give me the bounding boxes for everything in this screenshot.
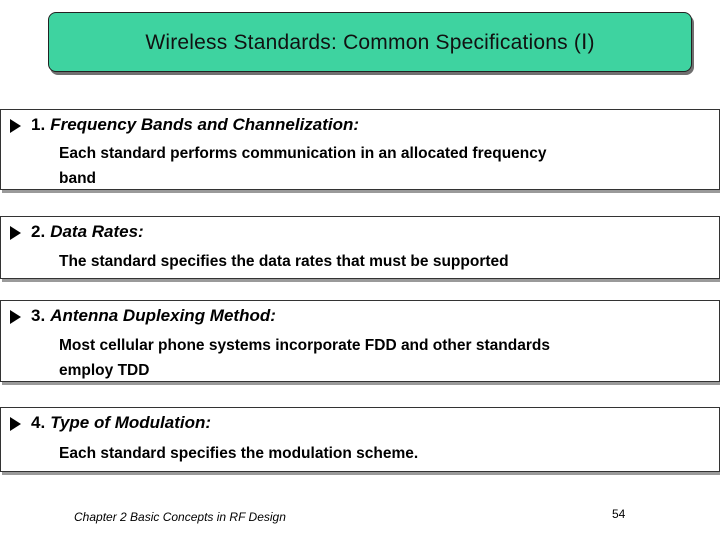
arrow-bullet-icon	[10, 417, 21, 431]
arrow-bullet-icon	[10, 310, 21, 324]
spec-description-line: band	[59, 170, 97, 187]
spec-description-line: Each standard specifies the modulation scheme.	[59, 445, 419, 462]
title-box	[48, 12, 692, 72]
spec-number: 4.	[31, 413, 46, 432]
spec-description	[59, 141, 547, 191]
spec-description	[59, 333, 550, 383]
spec-box-1	[0, 109, 720, 190]
spec-heading: Type of Modulation:	[50, 413, 212, 432]
spec-description	[59, 441, 418, 466]
spec-header	[10, 222, 144, 242]
spec-number: 2.	[31, 222, 46, 241]
spec-box-4	[0, 407, 720, 472]
page-number: 54	[612, 507, 626, 521]
arrow-bullet-icon	[10, 226, 21, 240]
spec-number: 1.	[31, 115, 46, 134]
spec-heading: Antenna Duplexing Method:	[50, 306, 276, 325]
slide-title: Wireless Standards: Common Specifications (Ⅰ)	[145, 30, 595, 54]
spec-description-line: The standard specifies the data rates that must be supported	[59, 253, 509, 270]
spec-description-line: Most cellular phone systems incorporate FDD and other standards	[59, 337, 550, 354]
spec-description-line: employ TDD	[59, 362, 150, 379]
spec-header	[10, 115, 359, 135]
spec-heading: Frequency Bands and Channelization:	[50, 115, 360, 134]
spec-description-line: Each standard performs communication in an allocated frequency	[59, 145, 547, 162]
spec-header	[10, 413, 211, 433]
spec-box-2	[0, 216, 720, 279]
spec-box-3	[0, 300, 720, 382]
spec-description	[59, 249, 509, 274]
spec-number: 3.	[31, 306, 46, 325]
spec-heading: Data Rates:	[50, 222, 144, 241]
spec-header	[10, 306, 276, 326]
arrow-bullet-icon	[10, 119, 21, 133]
footer-chapter-text: Chapter 2 Basic Concepts in RF Design	[74, 510, 286, 524]
